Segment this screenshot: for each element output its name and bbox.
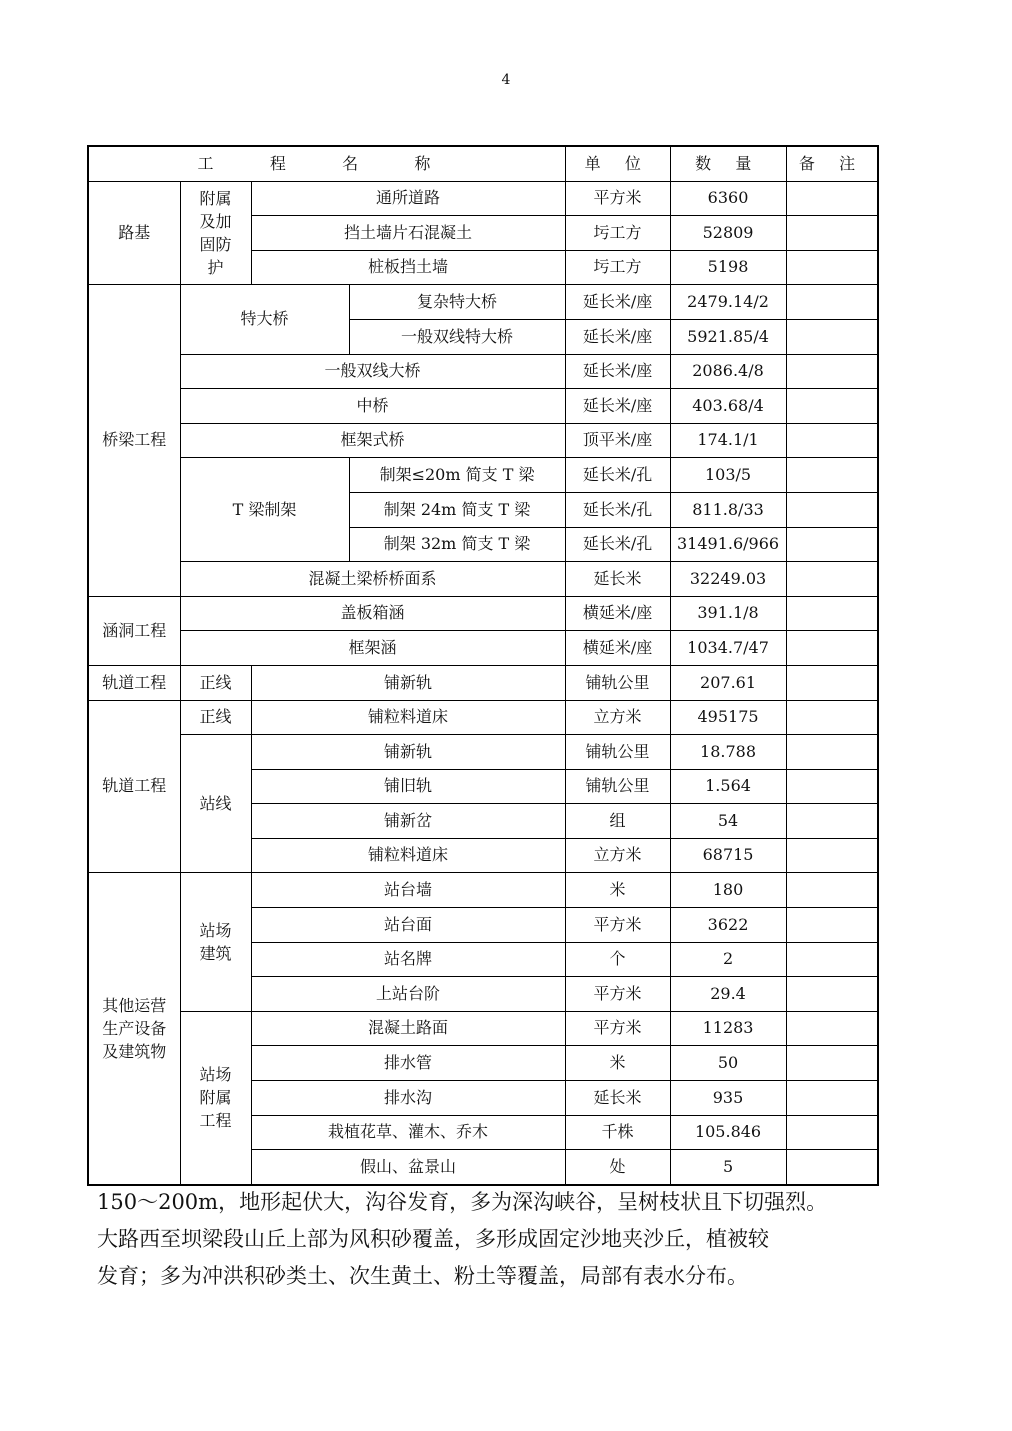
item-note xyxy=(786,804,878,839)
item-name: 假山、盆景山 xyxy=(251,1150,565,1185)
item-name: 铺新轨 xyxy=(251,665,565,700)
item-name: 框架涵 xyxy=(180,631,565,666)
item-unit: 延长米 xyxy=(565,1081,670,1116)
item-qty: 54 xyxy=(670,804,786,839)
item-note xyxy=(786,873,878,908)
item-note xyxy=(786,838,878,873)
item-qty: 29.4 xyxy=(670,977,786,1012)
item-qty: 50 xyxy=(670,1046,786,1081)
item-unit: 千株 xyxy=(565,1115,670,1150)
group-super-bridge: 特大桥 xyxy=(180,285,349,354)
item-qty: 2479.14/2 xyxy=(670,285,786,320)
item-unit: 延长米/座 xyxy=(565,285,670,320)
item-unit: 组 xyxy=(565,804,670,839)
table-row xyxy=(88,631,878,666)
table-row xyxy=(88,354,878,389)
item-unit: 圬工方 xyxy=(565,216,670,251)
item-qty: 391.1/8 xyxy=(670,596,786,631)
item-unit: 延长米/孔 xyxy=(565,492,670,527)
table-row xyxy=(88,873,878,908)
item-unit: 横延米/座 xyxy=(565,596,670,631)
item-note xyxy=(786,458,878,493)
item-name: 一般双线大桥 xyxy=(180,354,565,389)
item-qty: 105.846 xyxy=(670,1115,786,1150)
group-mainline-1: 正线 xyxy=(180,665,251,700)
item-qty: 811.8/33 xyxy=(670,492,786,527)
item-unit: 平方米 xyxy=(565,908,670,943)
item-unit: 立方米 xyxy=(565,838,670,873)
header-note: 备 注 xyxy=(786,146,878,181)
item-unit: 处 xyxy=(565,1150,670,1185)
item-unit: 铺轨公里 xyxy=(565,665,670,700)
table-row xyxy=(88,1011,878,1046)
item-qty: 5198 xyxy=(670,250,786,285)
item-unit: 铺轨公里 xyxy=(565,735,670,770)
item-qty: 52809 xyxy=(670,216,786,251)
header-unit: 单 位 xyxy=(565,146,670,181)
table-row xyxy=(88,389,878,424)
table-row xyxy=(88,665,878,700)
group-roadbed: 路基 xyxy=(88,181,180,285)
item-note xyxy=(786,596,878,631)
item-note xyxy=(786,665,878,700)
page-number: 4 xyxy=(501,72,511,88)
item-note xyxy=(786,181,878,216)
item-qty: 3622 xyxy=(670,908,786,943)
item-note xyxy=(786,631,878,666)
item-unit: 延长米/座 xyxy=(565,319,670,354)
item-unit: 延长米/座 xyxy=(565,354,670,389)
item-name: 排水沟 xyxy=(251,1081,565,1116)
item-qty: 5 xyxy=(670,1150,786,1185)
table-row xyxy=(88,735,878,770)
item-name: 铺旧轨 xyxy=(251,769,565,804)
item-note xyxy=(786,1011,878,1046)
item-qty: 18.788 xyxy=(670,735,786,770)
group-station-line: 站线 xyxy=(180,735,251,873)
item-note xyxy=(786,319,878,354)
group-t-beam: T 梁制架 xyxy=(180,458,349,562)
item-note xyxy=(786,942,878,977)
item-note xyxy=(786,700,878,735)
item-qty: 5921.85/4 xyxy=(670,319,786,354)
item-unit: 平方米 xyxy=(565,1011,670,1046)
item-qty: 180 xyxy=(670,873,786,908)
item-note xyxy=(786,354,878,389)
item-unit: 延长米/座 xyxy=(565,389,670,424)
item-qty: 2086.4/8 xyxy=(670,354,786,389)
item-note xyxy=(786,250,878,285)
item-name: 上站台阶 xyxy=(251,977,565,1012)
item-note xyxy=(786,562,878,597)
item-note xyxy=(786,285,878,320)
item-unit: 顶平米/座 xyxy=(565,423,670,458)
item-name: 中桥 xyxy=(180,389,565,424)
item-note xyxy=(786,1046,878,1081)
item-note xyxy=(786,1150,878,1185)
item-unit: 米 xyxy=(565,873,670,908)
item-unit: 延长米/孔 xyxy=(565,527,670,562)
item-unit: 圬工方 xyxy=(565,250,670,285)
item-note xyxy=(786,527,878,562)
table-row xyxy=(88,423,878,458)
item-unit: 个 xyxy=(565,942,670,977)
item-unit: 立方米 xyxy=(565,700,670,735)
item-qty: 11283 xyxy=(670,1011,786,1046)
item-name: 制架 32m 简支 T 梁 xyxy=(349,527,565,562)
item-unit: 平方米 xyxy=(565,181,670,216)
item-name: 框架式桥 xyxy=(180,423,565,458)
item-note xyxy=(786,735,878,770)
item-qty: 31491.6/966 xyxy=(670,527,786,562)
table-row xyxy=(88,458,878,493)
item-name: 站台面 xyxy=(251,908,565,943)
group-track-1: 轨道工程 xyxy=(88,665,180,700)
item-name: 通所道路 xyxy=(251,181,565,216)
item-name: 站名牌 xyxy=(251,942,565,977)
engineering-quantity-table xyxy=(87,145,879,1186)
item-qty: 1034.7/47 xyxy=(670,631,786,666)
item-qty: 6360 xyxy=(670,181,786,216)
item-name: 混凝土梁桥桥面系 xyxy=(180,562,565,597)
table-row xyxy=(88,596,878,631)
item-qty: 2 xyxy=(670,942,786,977)
item-name: 盖板箱涵 xyxy=(180,596,565,631)
item-note xyxy=(786,908,878,943)
item-note xyxy=(786,977,878,1012)
table-row xyxy=(88,562,878,597)
item-qty: 103/5 xyxy=(670,458,786,493)
item-qty: 174.1/1 xyxy=(670,423,786,458)
body-paragraph xyxy=(97,1184,917,1295)
item-qty: 68715 xyxy=(670,838,786,873)
item-name: 铺新岔 xyxy=(251,804,565,839)
item-name: 混凝土路面 xyxy=(251,1011,565,1046)
table-row xyxy=(88,285,878,320)
item-unit: 横延米/座 xyxy=(565,631,670,666)
item-name: 制架 24m 简支 T 梁 xyxy=(349,492,565,527)
item-note xyxy=(786,216,878,251)
item-name: 排水管 xyxy=(251,1046,565,1081)
group-bridge: 桥梁工程 xyxy=(88,285,180,596)
item-note xyxy=(786,492,878,527)
item-name: 站台墙 xyxy=(251,873,565,908)
item-unit: 米 xyxy=(565,1046,670,1081)
item-note xyxy=(786,1081,878,1116)
item-note xyxy=(786,769,878,804)
paragraph-line: 150～200m，地形起伏大，沟谷发育，多为深沟峡谷，呈树枝状且下切强烈。 xyxy=(97,1190,828,1214)
group-other: 其他运营生产设备及建筑物 xyxy=(88,873,180,1185)
item-name: 桩板挡土墙 xyxy=(251,250,565,285)
item-qty: 935 xyxy=(670,1081,786,1116)
item-qty: 495175 xyxy=(670,700,786,735)
group-mainline-2: 正线 xyxy=(180,700,251,735)
table-header-row xyxy=(88,146,878,181)
item-name: 制架≤20m 简支 T 梁 xyxy=(349,458,565,493)
group-roadbed-sub: 附属及加固防护 xyxy=(180,181,251,285)
item-unit: 延长米 xyxy=(565,562,670,597)
item-name: 复杂特大桥 xyxy=(349,285,565,320)
group-track-2: 轨道工程 xyxy=(88,700,180,873)
item-name: 挡土墙片石混凝土 xyxy=(251,216,565,251)
item-qty: 1.564 xyxy=(670,769,786,804)
item-name: 一般双线特大桥 xyxy=(349,319,565,354)
item-name: 铺粒料道床 xyxy=(251,700,565,735)
paragraph-line: 发育；多为冲洪积砂类土、次生黄土、粉土等覆盖，局部有表水分布。 xyxy=(97,1264,748,1288)
item-unit: 平方米 xyxy=(565,977,670,1012)
paragraph-line: 大路西至坝梁段山丘上部为风积砂覆盖，多形成固定沙地夹沙丘，植被较 xyxy=(97,1227,769,1251)
item-qty: 207.61 xyxy=(670,665,786,700)
item-name: 铺粒料道床 xyxy=(251,838,565,873)
item-note xyxy=(786,1115,878,1150)
group-station-building: 站场建筑 xyxy=(180,873,251,1011)
item-note xyxy=(786,423,878,458)
table-row xyxy=(88,700,878,735)
header-qty: 数 量 xyxy=(670,146,786,181)
header-name: 工 程 名 称 xyxy=(88,146,565,181)
item-name: 铺新轨 xyxy=(251,735,565,770)
item-name: 栽植花草、灌木、乔木 xyxy=(251,1115,565,1150)
group-culvert: 涵洞工程 xyxy=(88,596,180,665)
group-station-aux: 站场附属工程 xyxy=(180,1011,251,1184)
item-qty: 32249.03 xyxy=(670,562,786,597)
item-qty: 403.68/4 xyxy=(670,389,786,424)
table-row xyxy=(88,181,878,216)
item-note xyxy=(786,389,878,424)
item-unit: 延长米/孔 xyxy=(565,458,670,493)
item-unit: 铺轨公里 xyxy=(565,769,670,804)
